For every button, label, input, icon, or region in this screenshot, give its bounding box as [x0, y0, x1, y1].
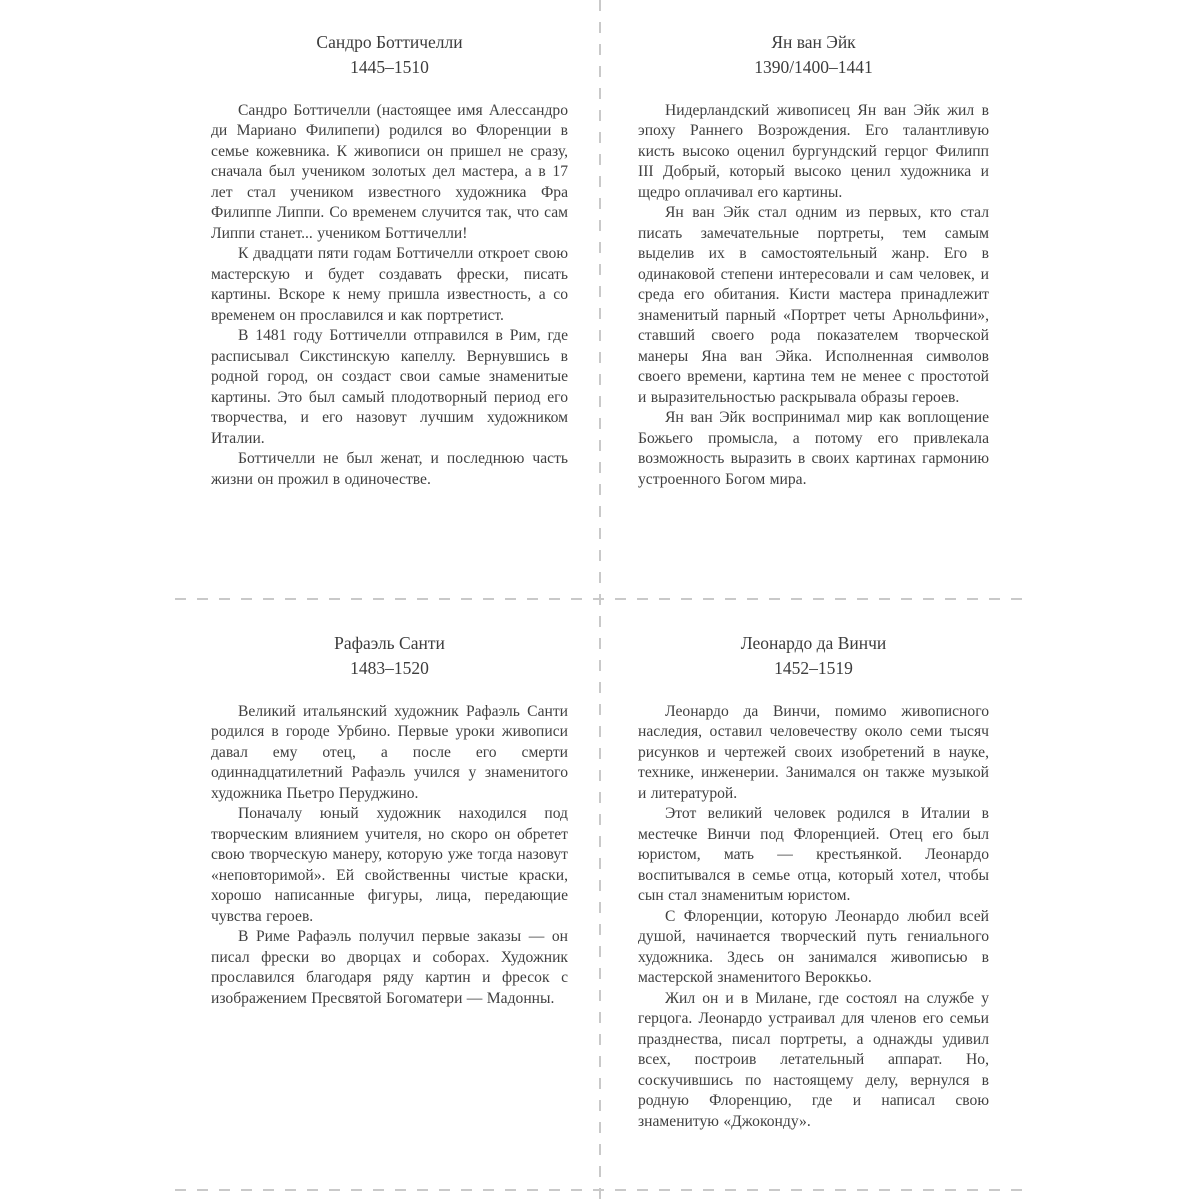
card-paragraph: Ян ван Эйк воспринимал мир как воплощение Божьего промысла, а потому его привлекала возможность выразить в своих картинах гармонию устроенного Богом мира. — [638, 409, 989, 488]
card-paragraph: Поначалу юный художник находился под творческим влиянием учителя, но скоро он обретет свою творческую манеру, которую уже тогда назовут «неповторимой». Ей свойственны чистые краски, хорошо написанные фигуры, лица, передающие чувства героев. — [211, 805, 568, 925]
card-paragraph: В 1481 году Боттичелли отправился в Рим, где расписывал Сикстинскую капеллу. Вернувшись в родной город, он создаст свои самые знаменитые картины. Это был самый плодотворный период его творчества, и его назовут лучшим художником Италии. — [211, 327, 568, 447]
card-body — [211, 101, 568, 491]
card-body — [638, 101, 989, 491]
card-paragraph: Сандро Боттичелли (настоящее имя Алессандро ди Мариано Филипепи) родился во Флоренции в семье кожевника. К живописи он пришел не сразу, сначала был учеником золотых дел мастера, а в 17 лет стал учеником известного художника Фра Филиппе Липпи. Со временем случится так, что сам Липпи станет... учеником Боттичелли! — [211, 101, 568, 242]
card-years: 1452–1519 — [774, 657, 853, 678]
card-body — [211, 702, 568, 1010]
cards-grid — [175, 0, 1025, 1190]
card-title: Рафаэль Санти — [334, 633, 445, 653]
card-years: 1445–1510 — [350, 56, 429, 77]
card-years: 1390/1400–1441 — [754, 56, 873, 77]
card-da-vinci — [600, 599, 1025, 1190]
card-paragraph: Великий итальянский художник Рафаэль Санти родился в городе Урбино. Первые уроки живописи давал ему отец, а после его смерти одиннадцатилетний Рафаэль учился у знаменитого художника Пьетро Перуджино. — [211, 702, 568, 802]
card-paragraph: Леонардо да Винчи, помимо живописного наследия, оставил человечеству около семи тысяч рисунков и чертежей своих изобретений в науке, технике, инженерии. Занимался он также музыкой и литературой. — [638, 702, 989, 802]
card-paragraph: К двадцати пяти годам Боттичелли откроет свою мастерскую и будет создавать фрески, писать картины. Вскоре к нему пришла известность, а со временем он прославился и как портретист. — [211, 245, 568, 324]
card-paragraph: В Риме Рафаэль получил первые заказы — он писал фрески во дворцах и соборах. Художник прославился благодаря ряду картин и фресок с изображением Пресвятой Богоматери — Мадонны. — [211, 928, 568, 1007]
card-paragraph: Нидерландский живописец Ян ван Эйк жил в эпоху Раннего Возрождения. Его талантливую кисть высоко оценил бургундский герцог Филипп III Добрый, который высоко ценил художника и щедро оплачивал его картины. — [638, 101, 989, 201]
card-raphael — [175, 599, 600, 1190]
card-paragraph: С Флоренции, которую Леонардо любил всей душой, начинается творческий путь гениального художника. Здесь он занимался живописью в мастерской знаменитого Вероккьо. — [638, 907, 989, 987]
card-paragraph: Ян ван Эйк стал одним из первых, кто стал писать замечательные портреты, тем самым выделив их в самостоятельный жанр. Его в одинаковой степени интересовали и сам человек, и среда его обитания. Кисти мастера принадлежит знаменитый парный «Портрет четы Арнольфини», ставший своего рода показателем творческой манеры Яна ван Эйка. Исполненная символов своего времени, картина тем не менее с простотой и выразительностью раскрывала образы героев. — [638, 204, 989, 406]
card-paragraph: Жил он и в Милане, где состоял на службе у герцога. Леонардо устраивал для членов его семьи празднества, писал портреты, а однажды удивил всех, построив летательный аппарат. Но, соскучившись по настоящему делу, вернулся в родную Флоренцию, где и написал свою знаменитую «Джоконду». — [638, 989, 989, 1130]
card-paragraph: Боттичелли не был женат, и последнюю часть жизни он прожил в одиночестве. — [211, 450, 568, 488]
card-paragraph: Этот великий человек родился в Италии в местечке Винчи под Флоренцией. Отец его был юристом, мать — крестьянкой. Леонардо воспитывался в семье отца, который хотел, чтобы сын стал знаменитым юристом. — [638, 805, 989, 905]
card-title: Леонардо да Винчи — [740, 633, 887, 653]
card-title: Ян ван Эйк — [771, 32, 856, 52]
card-botticelli — [175, 0, 600, 599]
card-van-eyck — [600, 0, 1025, 599]
card-body — [638, 702, 989, 1133]
card-years: 1483–1520 — [350, 657, 429, 678]
card-title: Сандро Боттичелли — [316, 32, 463, 52]
